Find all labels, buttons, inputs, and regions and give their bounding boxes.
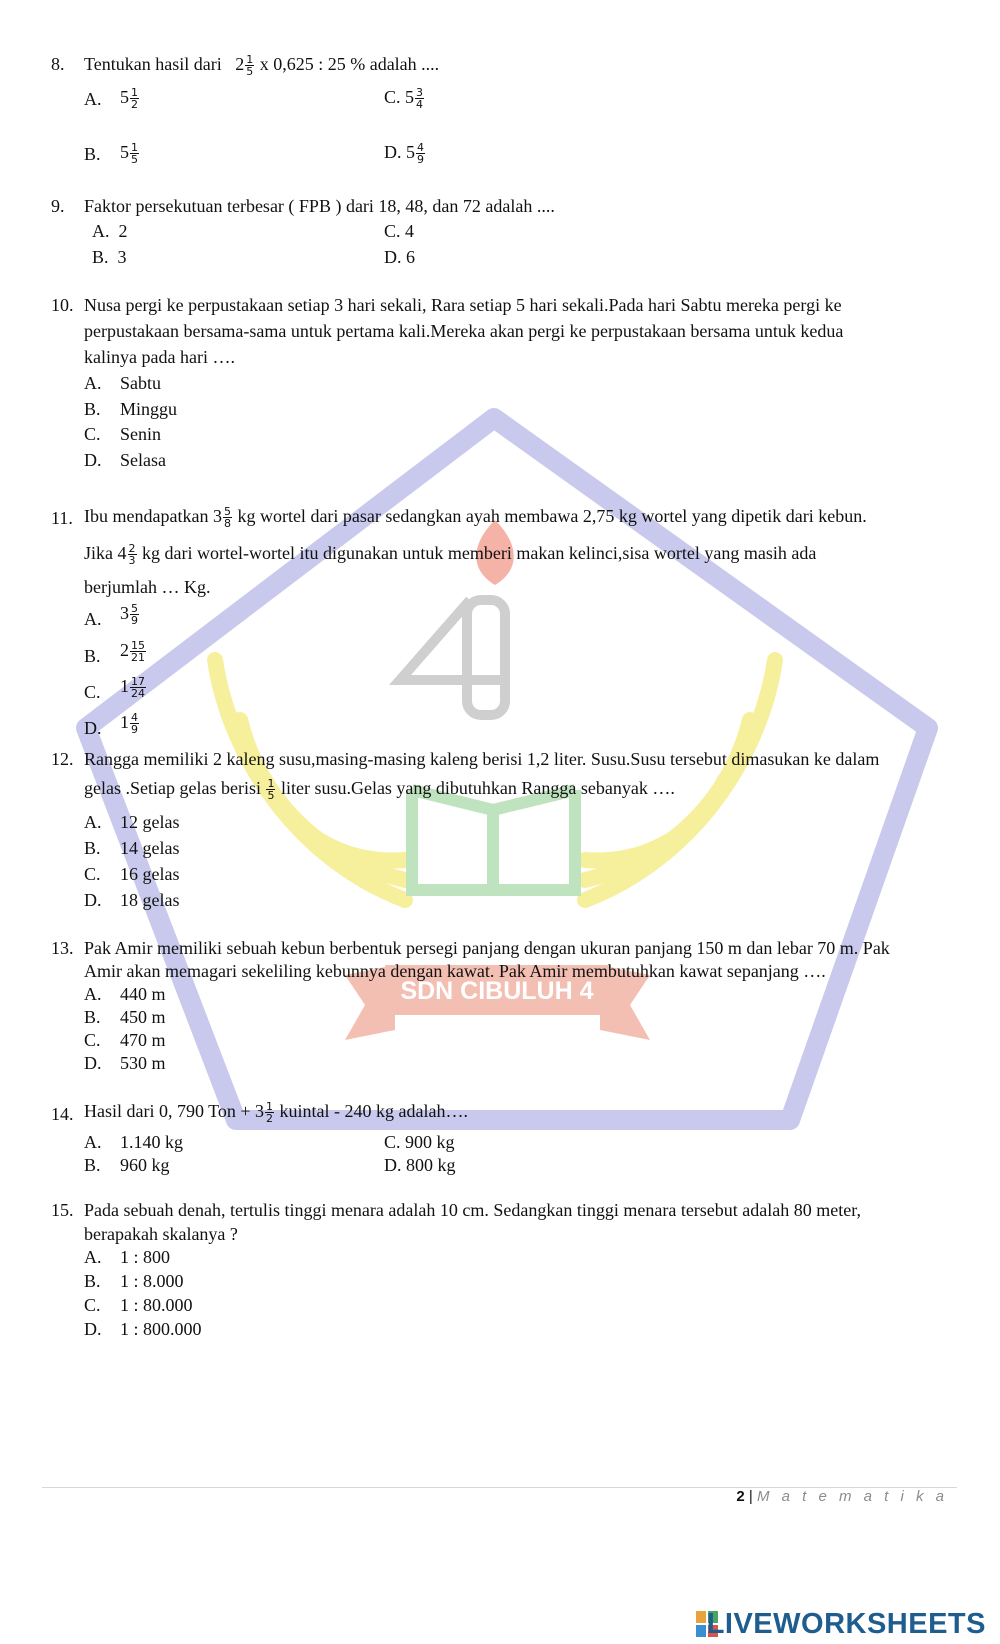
q11-c-num: 17 (131, 675, 145, 689)
q14-option-a-label[interactable]: A. (84, 1132, 102, 1152)
q12-option-b[interactable]: 14 gelas (120, 838, 180, 858)
q10-line3: kalinya pada hari …. (84, 347, 235, 367)
q11-l1-num: 5 (223, 505, 231, 519)
page-footer (736, 1488, 948, 1505)
q12-line1: Rangga memiliki 2 kaleng susu,masing-masing kaleng berisi 1,2 liter. Susu.Susu tersebut dimasukan ke dalam (84, 749, 880, 769)
q12-option-c-label[interactable]: C. (84, 864, 101, 884)
q10-option-c[interactable]: Senin (120, 424, 162, 444)
q11-a-den: 9 (131, 614, 138, 628)
q14-text-b: kuintal - 240 kg adalah…. (279, 1101, 469, 1121)
brand-name[interactable]: LIVEWORKSHEETS (706, 1608, 986, 1640)
q11-line3: berjumlah … Kg. (84, 577, 211, 597)
q11-line2 (84, 543, 816, 566)
q9-option-c[interactable] (384, 221, 414, 242)
q11-l2-fraction (128, 543, 137, 566)
q9-option-d[interactable] (384, 247, 415, 268)
q8-b-whole: 5 (120, 142, 129, 162)
q8-b-den: 5 (131, 153, 138, 167)
q11-l2-den: 3 (128, 554, 136, 568)
q12-den: 5 (267, 789, 275, 803)
q11-a-whole: 3 (120, 603, 129, 623)
q10-option-b-label[interactable]: B. (84, 399, 101, 419)
figure-four (400, 600, 505, 715)
q13-option-c-label[interactable]: C. (84, 1030, 101, 1050)
q15-option-d[interactable]: 1 : 800.000 (120, 1319, 202, 1339)
q11-option-d-label[interactable]: D. (84, 718, 102, 738)
q11-option-b-label[interactable]: B. (84, 646, 101, 666)
q13-option-c[interactable]: 470 m (120, 1030, 166, 1050)
q8-a-fraction (130, 87, 139, 110)
q12-line2 (84, 778, 675, 801)
footer-subject: M a t e m a t i k a (756, 1488, 948, 1505)
q12-option-d-label[interactable]: D. (84, 890, 102, 910)
q14-num: 1 (266, 1100, 274, 1114)
q11-l1-b: kg wortel dari pasar sedangkan ayah membawa 2,75 kg wortel yang dipetik dari kebun. (237, 506, 867, 526)
q14-c-label: C. (384, 1132, 401, 1152)
q9-option-a[interactable] (92, 221, 128, 242)
q8-text (84, 54, 439, 77)
q12-num: 1 (267, 777, 275, 791)
q15-option-a-label[interactable]: A. (84, 1247, 102, 1267)
q15-line2: berapakah skalanya ? (84, 1224, 238, 1244)
q9-c-value: 4 (405, 221, 415, 241)
q15-option-c[interactable]: 1 : 80.000 (120, 1295, 193, 1315)
q14-fraction (265, 1101, 274, 1124)
q14-text (84, 1101, 468, 1124)
q8-d-num: 4 (417, 141, 424, 155)
q11-d-fraction (130, 712, 139, 735)
q11-a-num: 5 (131, 602, 138, 616)
q8-fraction (245, 54, 254, 77)
q8-number: 8. (51, 54, 65, 74)
q8-c-fraction (415, 87, 424, 110)
q15-option-b-label[interactable]: B. (84, 1271, 101, 1291)
q11-l2-a: Jika (84, 543, 113, 563)
q14-option-d[interactable] (384, 1155, 456, 1176)
q13-number: 13. (51, 938, 74, 958)
q14-c-value: 900 kg (405, 1132, 455, 1152)
q8-option-b[interactable] (120, 142, 140, 165)
q11-d-whole: 1 (120, 712, 129, 732)
q9-c-label: C. (384, 221, 401, 241)
q12-option-a-label[interactable]: A. (84, 812, 102, 832)
q8-den: 5 (246, 65, 254, 79)
q11-option-d[interactable] (120, 712, 140, 735)
q15-option-d-label[interactable]: D. (84, 1319, 102, 1339)
q8-option-d[interactable] (384, 142, 426, 165)
q15-line1: Pada sebuah denah, tertulis tinggi menara adalah 10 cm. Sedangkan tinggi menara tersebut adalah 80 meter, (84, 1200, 862, 1220)
q13-option-a-label[interactable]: A. (84, 984, 102, 1004)
book-icon (412, 790, 575, 890)
q13-line1: Pak Amir memiliki sebuah kebun berbentuk persegi panjang dengan ukuran panjang 150 m dan lebar 70 m. Pak (84, 938, 890, 958)
q14-text-a: Hasil dari 0, 790 Ton + (84, 1101, 251, 1121)
q9-a-value: 2 (118, 221, 128, 241)
q8-num: 1 (246, 53, 254, 67)
q12-option-a[interactable]: 12 gelas (120, 812, 180, 832)
page-number: 2 (736, 1488, 745, 1505)
q8-d-den: 9 (417, 153, 424, 167)
q11-option-c-label[interactable]: C. (84, 682, 101, 702)
q11-option-a-label[interactable]: A. (84, 609, 102, 629)
q8-option-c[interactable] (384, 87, 425, 110)
q12-l2-a: gelas .Setiap gelas berisi (84, 778, 261, 798)
q8-option-b-label[interactable]: B. (84, 144, 101, 164)
q11-number: 11. (51, 508, 73, 528)
q11-b-den: 21 (131, 651, 145, 665)
q11-l2-b: kg dari wortel-wortel itu digunakan untuk memberi makan kelinci,sisa wortel yang masih ada (142, 543, 817, 563)
q10-line2: perpustakaan bersama-sama untuk pertama kali.Mereka akan pergi ke perpustakaan bersama untuk kedua (84, 321, 844, 341)
q13-line2: Amir akan memagari sekeliling kebunnya dengan kawat. Pak Amir membutuhkan kawat sepanjang …. (84, 961, 826, 981)
q10-option-b[interactable]: Minggu (120, 399, 178, 419)
q14-den: 2 (266, 1112, 274, 1126)
q8-c-label: C. (384, 87, 401, 107)
q9-b-label: B. (92, 247, 109, 267)
q11-l1-den: 8 (223, 517, 231, 531)
q8-a-den: 2 (131, 98, 138, 112)
q11-option-b[interactable] (120, 640, 147, 663)
q11-b-num: 15 (131, 639, 145, 653)
q10-option-d-label[interactable]: D. (84, 450, 102, 470)
q9-number: 9. (51, 196, 65, 216)
q10-number: 10. (51, 295, 74, 315)
q11-l1-a: Ibu mendapatkan (84, 506, 209, 526)
q14-number: 14. (51, 1104, 74, 1124)
q11-a-fraction (130, 603, 139, 626)
q12-option-b-label[interactable]: B. (84, 838, 101, 858)
q9-a-label: A. (92, 221, 110, 241)
q12-option-d[interactable]: 18 gelas (120, 890, 180, 910)
q9-text: Faktor persekutuan terbesar ( FPB ) dari 18, 48, dan 72 adalah .... (84, 196, 555, 216)
q14-whole: 3 (255, 1101, 265, 1121)
q15-option-c-label[interactable]: C. (84, 1295, 101, 1315)
q11-l2-whole: 4 (117, 543, 127, 563)
q13-option-d[interactable]: 530 m (120, 1053, 166, 1073)
q11-b-fraction (130, 640, 146, 663)
school-name: SDN CIBULUH 4 (400, 977, 594, 1005)
q12-fraction (266, 778, 275, 801)
q12-option-c[interactable]: 16 gelas (120, 864, 180, 884)
q14-option-b[interactable]: 960 kg (120, 1155, 170, 1175)
q11-c-fraction (130, 676, 146, 699)
q9-d-value: 6 (406, 247, 415, 267)
q8-d-whole: 5 (406, 142, 415, 162)
q13-option-d-label[interactable]: D. (84, 1053, 102, 1073)
q15-number: 15. (51, 1200, 74, 1220)
q15-option-b[interactable]: 1 : 8.000 (120, 1271, 184, 1291)
q14-d-label: D. (384, 1155, 402, 1175)
q8-c-den: 4 (416, 98, 424, 112)
q11-c-den: 24 (131, 687, 145, 701)
q8-c-whole: 5 (405, 87, 415, 107)
q10-option-a-label[interactable]: A. (84, 373, 102, 393)
q8-text-a: Tentukan hasil dari (84, 54, 222, 74)
q11-option-c[interactable] (120, 676, 147, 699)
footer-separator: | (748, 1488, 753, 1505)
q11-line1 (84, 506, 867, 529)
q14-option-c[interactable] (384, 1132, 455, 1153)
q8-d-fraction (416, 142, 425, 165)
q10-line1: Nusa pergi ke perpustakaan setiap 3 hari sekali, Rara setiap 5 hari sekali.Pada hari Sabtu mereka pergi ke (84, 295, 842, 315)
q9-option-b[interactable] (92, 247, 127, 268)
q8-d-label: D. (384, 142, 402, 162)
q10-option-a[interactable]: Sabtu (120, 373, 162, 393)
q10-option-d[interactable]: Selasa (120, 450, 166, 470)
q8-option-a-label[interactable]: A. (84, 89, 102, 109)
q8-option-a[interactable] (120, 87, 140, 110)
q13-option-b[interactable]: 450 m (120, 1007, 166, 1027)
q13-option-a[interactable]: 440 m (120, 984, 166, 1004)
q11-l1-whole: 3 (212, 506, 222, 526)
q8-b-fraction (130, 142, 139, 165)
q8-text-b: x 0,625 : 25 % adalah .... (259, 54, 440, 74)
q13-option-b-label[interactable]: B. (84, 1007, 101, 1027)
q11-d-num: 4 (131, 711, 138, 725)
q14-option-a[interactable]: 1.140 kg (120, 1132, 183, 1152)
q11-l1-fraction (223, 506, 232, 529)
q11-l2-num: 2 (128, 542, 136, 556)
q8-c-num: 3 (416, 86, 424, 100)
q14-d-value: 800 kg (406, 1155, 456, 1175)
q11-c-whole: 1 (120, 676, 129, 696)
q8-b-num: 1 (131, 141, 138, 155)
q15-option-a[interactable]: 1 : 800 (120, 1247, 171, 1267)
q9-b-value: 3 (117, 247, 127, 267)
q11-b-whole: 2 (120, 640, 129, 660)
q12-number: 12. (51, 749, 74, 769)
q11-option-a[interactable] (120, 603, 140, 626)
q14-option-b-label[interactable]: B. (84, 1155, 101, 1175)
q8-whole: 2 (235, 54, 245, 74)
q8-a-num: 1 (131, 86, 138, 100)
q10-option-c-label[interactable]: C. (84, 424, 101, 444)
q8-a-whole: 5 (120, 87, 129, 107)
q9-d-label: D. (384, 247, 402, 267)
q12-l2-b: liter susu.Gelas yang dibutuhkan Rangga sebanyak …. (280, 778, 675, 798)
q11-d-den: 9 (131, 723, 138, 737)
